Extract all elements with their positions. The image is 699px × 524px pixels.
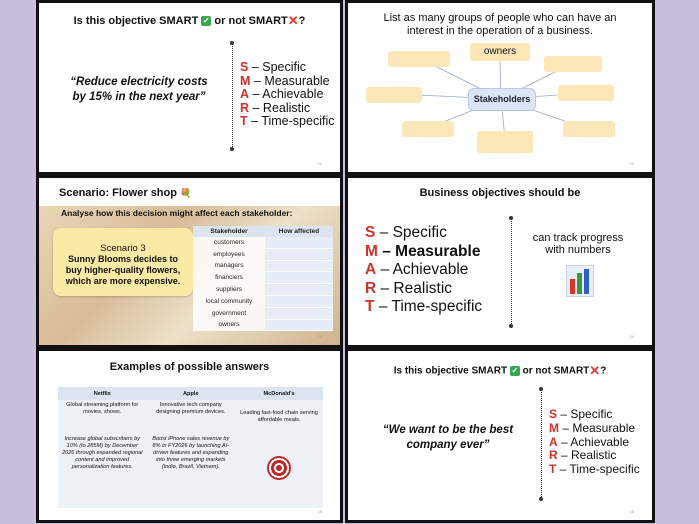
table-header-row xyxy=(58,387,323,400)
smart-row xyxy=(549,436,640,450)
smart-letter: R xyxy=(240,100,250,115)
smart-letter: T xyxy=(240,114,248,128)
column-header: McDonald’s xyxy=(235,387,323,400)
table-row xyxy=(193,307,333,319)
smart-letter: S xyxy=(365,224,376,241)
map-box-empty[interactable] xyxy=(388,51,450,67)
cross-icon: ✕ xyxy=(589,363,601,378)
smart-list xyxy=(240,61,334,129)
smart-row xyxy=(240,115,334,129)
stakeholders-hub: Stakeholders xyxy=(468,88,536,111)
page-number: 22 xyxy=(629,161,634,166)
objective-cell: Boost iPhone sales revenue by 8% in FY2026 by launching AI-driven features and expanding into three emerging markets (India, Brazil, Vietnam). xyxy=(147,434,236,508)
checkmark-icon: ✓ xyxy=(511,366,519,375)
table-row xyxy=(193,295,333,307)
smart-letter: R xyxy=(365,279,377,297)
note-line: can track progress xyxy=(532,232,624,244)
smart-row xyxy=(240,102,334,116)
table-row xyxy=(193,248,333,260)
how-affected-cell[interactable] xyxy=(265,295,333,307)
map-box-owners[interactable]: owners xyxy=(470,43,530,61)
smart-row xyxy=(365,224,482,243)
title-text: Is this objective SMART xyxy=(393,365,508,377)
title-line: List as many groups of people who can have an xyxy=(383,12,617,24)
column-header: Apple xyxy=(147,387,236,400)
title-text: Scenario: Flower shop xyxy=(59,187,177,199)
map-box-empty[interactable] xyxy=(563,121,615,137)
smart-letter: S xyxy=(240,60,249,74)
smart-word: – Time-specific xyxy=(374,298,483,315)
smart-list xyxy=(549,408,640,477)
table-row xyxy=(193,237,333,248)
smart-row xyxy=(549,422,640,436)
smart-row xyxy=(365,261,482,280)
dartboard-icon xyxy=(267,456,291,480)
scenario-heading: Scenario 3 xyxy=(100,243,146,254)
smart-word: – Time-specific xyxy=(247,114,335,128)
slide-smart-check-best-company[interactable] xyxy=(345,348,655,523)
page-number: 24 xyxy=(629,334,634,339)
smart-word: – Achievable xyxy=(249,87,324,101)
page-number: 23 xyxy=(317,334,322,339)
smart-letter: R xyxy=(549,448,558,463)
smart-word: – Achievable xyxy=(557,434,630,449)
description-cell: Global streaming platform for movies, shows. xyxy=(58,400,147,434)
smart-letter: T xyxy=(365,298,375,315)
description-cell: Leading fast-food chain serving affordable meals. xyxy=(235,400,323,434)
table-row xyxy=(193,284,333,296)
quote-line: “Reduce electricity costs xyxy=(70,76,208,88)
column-header: How affected xyxy=(265,226,333,237)
map-box-empty[interactable] xyxy=(544,56,602,72)
scenario-text xyxy=(53,254,193,287)
map-box-empty[interactable] xyxy=(366,87,422,103)
title-text-2: or not SMART xyxy=(214,14,288,27)
smart-word: – Achievable xyxy=(376,261,469,278)
map-box-empty[interactable] xyxy=(558,85,614,101)
slide-smart-objectives[interactable] xyxy=(345,175,655,348)
slide-flower-shop-scenario[interactable] xyxy=(36,175,343,348)
smart-row xyxy=(365,298,482,317)
table-header-row xyxy=(193,226,333,237)
page-number: 21 xyxy=(317,161,322,166)
smart-word: – Specific xyxy=(375,224,447,241)
slide-title: Business objectives should be xyxy=(419,187,581,199)
stakeholder-cell: local community xyxy=(193,295,265,307)
quote-line: company ever” xyxy=(406,439,490,451)
smart-row xyxy=(365,280,482,299)
title-text-2: or not SMART xyxy=(522,365,590,377)
slide-title: Examples of possible answers xyxy=(109,361,270,373)
how-affected-cell[interactable] xyxy=(265,248,333,260)
smart-letter: M xyxy=(549,420,559,435)
objective-quote xyxy=(59,75,219,105)
checkmark-icon: ✓ xyxy=(203,16,210,25)
smart-word: – Realistic xyxy=(249,100,311,115)
table-row xyxy=(58,400,323,434)
smart-word: – Measurable xyxy=(377,242,481,260)
progress-note xyxy=(518,232,638,256)
slide-title xyxy=(59,187,191,199)
smart-row xyxy=(549,408,640,422)
stakeholder-cell: customers xyxy=(193,237,265,248)
table-row xyxy=(193,272,333,284)
quote-line: by 15% in the next year” xyxy=(72,91,206,103)
page-number: 26 xyxy=(629,509,634,514)
smart-letter: A xyxy=(240,87,250,101)
slide-header xyxy=(39,178,340,206)
smart-letter: M xyxy=(240,73,251,88)
smart-row xyxy=(240,61,334,75)
table-row xyxy=(193,260,333,272)
smart-letter: M xyxy=(365,242,378,260)
smart-letter: S xyxy=(549,407,558,421)
scenario-card xyxy=(53,228,193,296)
stakeholder-table xyxy=(193,226,333,331)
column-header: Stakeholder xyxy=(193,226,265,237)
stakeholder-cell: owners xyxy=(193,319,265,331)
smart-list xyxy=(365,224,482,317)
scenario-line: which are more expensive. xyxy=(65,276,181,286)
divider-line xyxy=(511,218,512,326)
stakeholder-cell: managers xyxy=(193,260,265,272)
objective-cell: Increase global subscribers by 10% (to 285M) by December 2026 through expanded regional content and improved personalization features. xyxy=(58,434,147,508)
examples-table xyxy=(58,387,323,508)
empty-objective-cell xyxy=(235,434,323,508)
how-affected-cell[interactable] xyxy=(265,319,333,331)
page-number: 25 xyxy=(317,509,322,514)
instruction-text: Analyse how this decision might affect each stakeholder: xyxy=(61,208,293,218)
smart-row xyxy=(549,463,640,477)
title-line: interest in the operation of a business. xyxy=(407,25,593,37)
smart-row-highlighted xyxy=(365,243,482,262)
smart-row xyxy=(240,75,334,89)
flower-bouquet-icon: 💐 xyxy=(180,188,192,198)
slide-title: Is this objective SMART ✓ or not SMART✕? xyxy=(393,363,607,378)
stakeholder-cell: employees xyxy=(193,248,265,260)
map-box-empty[interactable] xyxy=(477,131,533,153)
smart-row xyxy=(549,449,640,463)
table-row xyxy=(193,319,333,331)
stakeholder-cell: government xyxy=(193,307,265,319)
slide-smart-check-electricity[interactable] xyxy=(36,0,343,175)
cross-icon: ✕ xyxy=(287,13,299,28)
smart-word: – Realistic xyxy=(376,279,453,297)
how-affected-cell[interactable] xyxy=(265,284,333,296)
stakeholder-cell: suppliers xyxy=(193,284,265,296)
how-affected-cell[interactable] xyxy=(265,237,333,248)
stakeholder-cell: financiers xyxy=(193,272,265,284)
smart-word: – Specific xyxy=(557,407,613,421)
table-row xyxy=(58,434,323,508)
scenario-line: Sunny Blooms decides to xyxy=(67,254,179,264)
smart-word: – Measurable xyxy=(250,73,330,88)
bar-chart-icon xyxy=(566,265,594,297)
title-text: Is this objective SMART xyxy=(73,14,199,27)
quote-line: “We want to be the best xyxy=(382,424,514,436)
smart-letter: A xyxy=(549,434,558,449)
column-header: Netflix xyxy=(58,387,147,400)
divider-line xyxy=(541,389,542,499)
note-line: with numbers xyxy=(545,244,611,256)
smart-letter: T xyxy=(549,462,557,477)
map-box-empty[interactable] xyxy=(402,121,454,137)
smart-letter: A xyxy=(365,261,377,278)
objective-quote xyxy=(378,423,518,453)
slide-stakeholder-map[interactable] xyxy=(345,0,655,175)
slide-title: Is this objective SMART ✓ or not SMART✕? xyxy=(73,13,306,28)
smart-word: – Measurable xyxy=(559,420,636,435)
smart-row xyxy=(240,88,334,102)
how-affected-cell[interactable] xyxy=(265,260,333,272)
smart-word: – Time-specific xyxy=(556,462,640,477)
description-cell: Innovative tech company designing premium devices. xyxy=(147,400,236,434)
how-affected-cell[interactable] xyxy=(265,272,333,284)
slide-example-answers[interactable] xyxy=(36,348,343,523)
divider-line xyxy=(232,43,233,149)
scenario-line: buy higher-quality flowers, xyxy=(65,265,181,275)
smart-word: – Specific xyxy=(248,60,307,74)
how-affected-cell[interactable] xyxy=(265,307,333,319)
smart-word: – Realistic xyxy=(557,448,617,463)
